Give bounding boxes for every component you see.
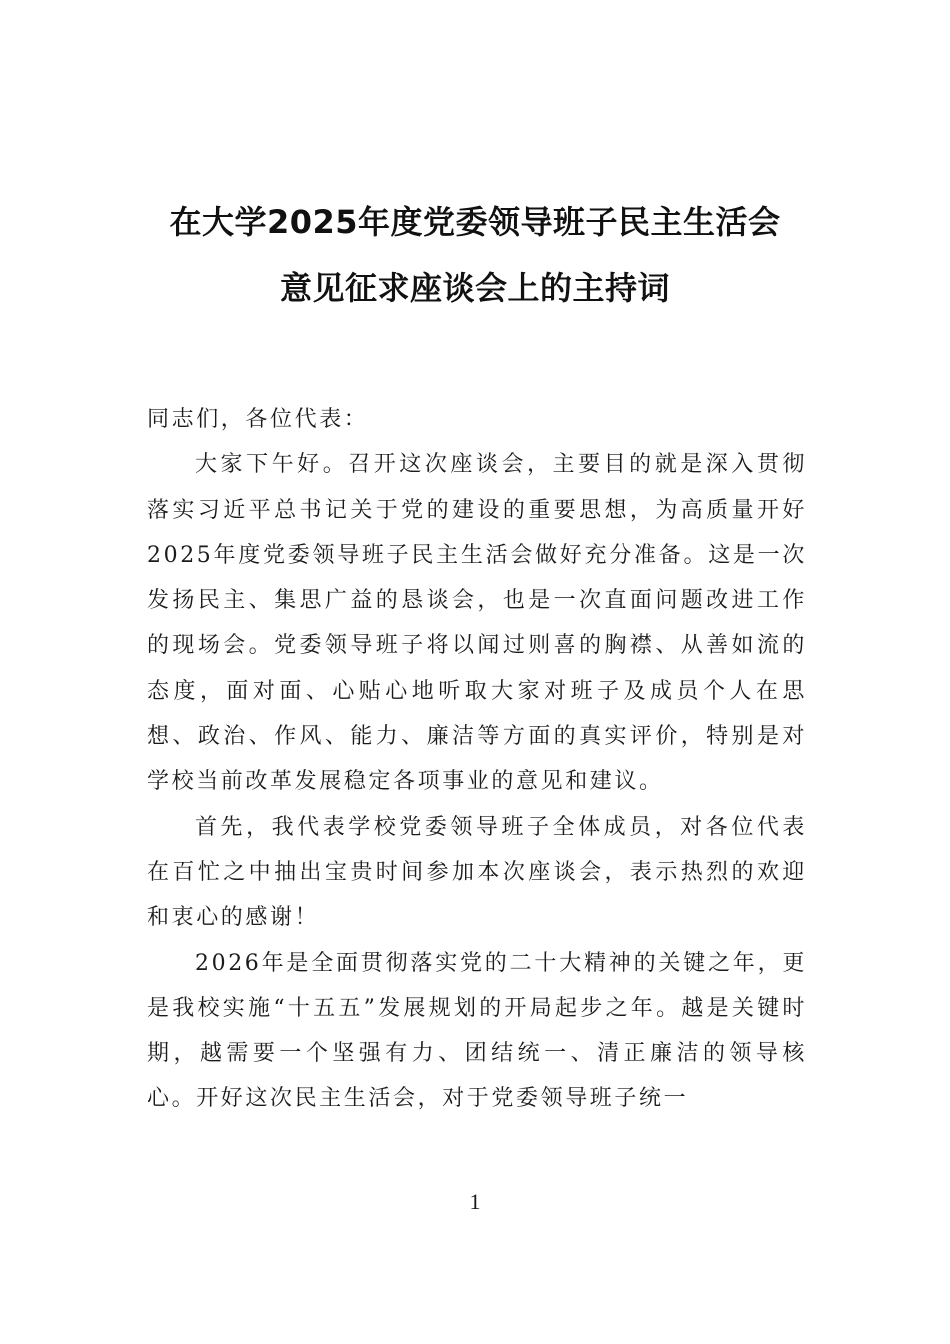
paragraph-1: 大家下午好。召开这次座谈会，主要目的就是深入贯彻落实习近平总书记关于党的建设的重要思想，为高质量开好2025年度党委领导班子民主生活会做好充分准备。这是一次发扬民主、集思广益的恳谈会，也是一次直面问题改进工作的现场会。党委领导班子将以闻过则喜的胸襟、从善如流的态度，面对面、心贴心地听取大家对班子及成员个人在思想、政治、作风、能力、廉洁等方面的真实评价，特别是对学校当前改革发展稳定各项事业的意见和建议。 xyxy=(147,452,807,795)
salutation: 同志们，各位代表： xyxy=(147,407,369,432)
document-body xyxy=(147,397,807,1122)
paragraph-3: 2026年是全面贯彻落实党的二十大精神的关键之年，更是我校实施“十五五”发展规划的开局起步之年。越是关键时期，越需要一个坚强有力、团结统一、清正廉洁的领导核心。开好这次民主生活会，对于党委领导班子统一 xyxy=(147,950,807,1112)
document-title-line-1: 在大学2025年度党委领导班子民主生活会 xyxy=(169,203,781,241)
document-title-line-2: 意见征求座谈会上的主持词 xyxy=(279,269,670,307)
paragraph-2: 首先，我代表学校党委领导班子全体成员，对各位代表在百忙之中抽出宝贵时间参加本次座谈会，表示热烈的欢迎和衷心的感谢！ xyxy=(147,814,807,931)
page-number: 1 xyxy=(469,1189,481,1214)
